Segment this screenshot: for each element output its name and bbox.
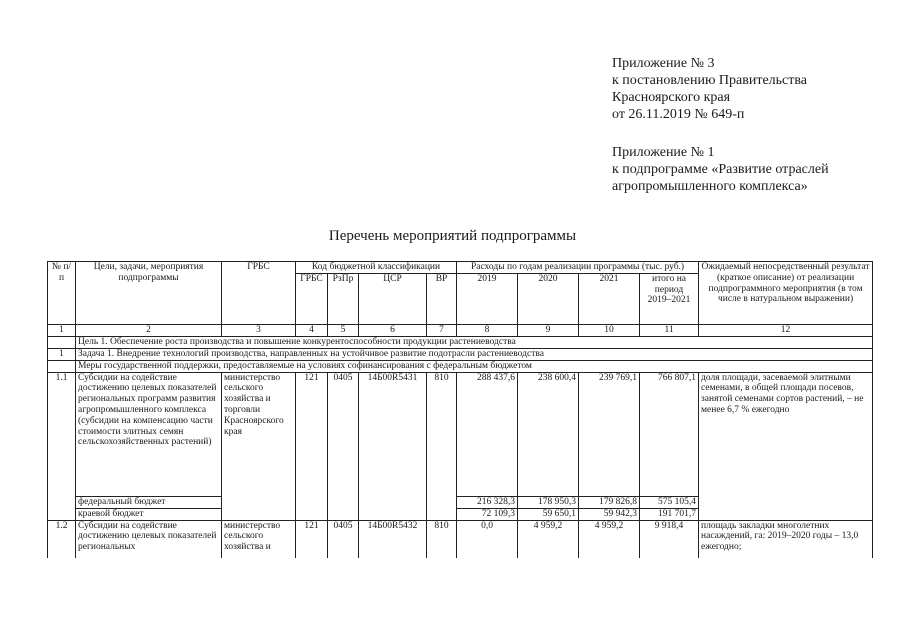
- measures-num-cell: [48, 360, 76, 372]
- appendix-1-line-2: к подпрограмме «Развитие отраслей: [612, 162, 829, 177]
- grbs-code: 121: [296, 520, 328, 558]
- col-number: 1: [48, 324, 76, 336]
- rzpr-code: 0405: [328, 520, 359, 558]
- header-result: Ожидаемый непосредственный результат (краткое описание) от реализации подпрограммного мероприятия (в том числе в натуральном выражении): [699, 262, 873, 325]
- amount-total: 766 807,1: [640, 372, 699, 496]
- header-year-2020: 2020: [518, 273, 579, 324]
- header-expenses: Расходы по годам реализации программы (тыс. руб.): [457, 262, 699, 274]
- measures-text: Меры государственной поддержки, предоставляемые на условиях софинансирования с федеральным бюджетом: [76, 360, 873, 372]
- row-number: 1.1: [48, 372, 76, 520]
- amount-2019: 288 437,6: [457, 372, 518, 496]
- header-vr: ВР: [427, 273, 457, 324]
- measures-table: [47, 261, 873, 558]
- col-number: 8: [457, 324, 518, 336]
- vr-code: 810: [427, 372, 457, 520]
- regional-budget-label: краевой бюджет: [76, 508, 222, 520]
- table-row-1-2: [48, 520, 873, 558]
- col-number: 2: [76, 324, 222, 336]
- regional-2019: 72 109,3: [457, 508, 518, 520]
- col-number: 9: [518, 324, 579, 336]
- vr-code: 810: [427, 520, 457, 558]
- federal-total: 575 105,4: [640, 496, 699, 508]
- federal-budget-label: федеральный бюджет: [76, 496, 222, 508]
- amount-2021: 4 959,2: [579, 520, 640, 558]
- grbs-name: министерство сельского хозяйства и торговли Красноярского края: [222, 372, 296, 520]
- appendix-3-block: [612, 55, 892, 123]
- header-grbs-code: ГРБС: [296, 273, 328, 324]
- federal-2021: 179 826,8: [579, 496, 640, 508]
- goal-row: [48, 336, 873, 348]
- column-numbers-row: [48, 324, 873, 336]
- grbs-code: 121: [296, 372, 328, 520]
- goal-text: Цель 1. Обеспечение роста производства и повышение конкурентоспособности продукции растениеводства: [76, 336, 873, 348]
- appendix-3-line-1: Приложение № 3: [612, 56, 715, 71]
- appendix-1-line-1: Приложение № 1: [612, 145, 715, 160]
- appendix-3-line-3: Красноярского края: [612, 90, 731, 105]
- header-csr: ЦСР: [359, 273, 427, 324]
- appendix-3-line-2: к постановлению Правительства: [612, 73, 808, 88]
- amount-2020: 238 600,4: [518, 372, 579, 496]
- regional-2020: 59 650,1: [518, 508, 579, 520]
- appendix-3-line-4: от 26.11.2019 № 649-п: [612, 107, 745, 122]
- header-total: итого на период 2019–2021: [640, 273, 699, 324]
- col-number: 11: [640, 324, 699, 336]
- measures-row: [48, 360, 873, 372]
- federal-2020: 178 950,3: [518, 496, 579, 508]
- amount-2021: 239 769,1: [579, 372, 640, 496]
- header-num: № п/п: [48, 262, 76, 325]
- col-number: 4: [296, 324, 328, 336]
- expected-result: доля площади, засеваемой элитными семенами, в общей площади посевов, занятой семенами сортов растений, – не менее 6,7 % ежегодно: [699, 372, 873, 520]
- measure-name: Субсидии на содействие достижению целевых показателей региональных: [76, 520, 222, 558]
- regional-2021: 59 942,3: [579, 508, 640, 520]
- task-text: Задача 1. Внедрение технологий производства, направленных на устойчивое развитие подотрасли растениеводства: [76, 348, 873, 360]
- csr-code: 14Б00R5431: [359, 372, 427, 520]
- header-budget-classification: Код бюджетной классификации: [296, 262, 457, 274]
- col-number: 6: [359, 324, 427, 336]
- task-row: [48, 348, 873, 360]
- task-num: 1: [48, 348, 76, 360]
- header-year-2021: 2021: [579, 273, 640, 324]
- header-grbs: ГРБС: [222, 262, 296, 325]
- col-number: 7: [427, 324, 457, 336]
- expected-result: площадь закладки многолетних насаждений, га: 2019–2020 годы – 13,0 ежегодно;: [699, 520, 873, 558]
- regional-total: 191 701,7: [640, 508, 699, 520]
- header-goals: Цели, задачи, мероприятия подпрограммы: [76, 262, 222, 325]
- document-title: Перечень мероприятий подпрограммы: [328, 228, 577, 244]
- row-number: 1.2: [48, 520, 76, 558]
- grbs-name: министерство сельского хозяйства и: [222, 520, 296, 558]
- appendix-1-line-3: агропромышленного комплекса»: [612, 179, 808, 194]
- header-row-1: [48, 262, 873, 274]
- col-number: 5: [328, 324, 359, 336]
- amount-2020: 4 959,2: [518, 520, 579, 558]
- header-rzpr: РзПр: [328, 273, 359, 324]
- col-number: 3: [222, 324, 296, 336]
- col-number: 10: [579, 324, 640, 336]
- goal-num-cell: [48, 336, 76, 348]
- rzpr-code: 0405: [328, 372, 359, 520]
- appendix-1-block: [612, 144, 892, 195]
- col-number: 12: [699, 324, 873, 336]
- amount-total: 9 918,4: [640, 520, 699, 558]
- header-year-2019: 2019: [457, 273, 518, 324]
- amount-2019: 0,0: [457, 520, 518, 558]
- csr-code: 14Б00R5432: [359, 520, 427, 558]
- federal-2019: 216 328,3: [457, 496, 518, 508]
- table-row-1-1: [48, 372, 873, 496]
- measure-name: Субсидии на содействие достижению целевых показателей региональных программ развития агропромышленного комплекса (субсидии на компенсацию части стоимости элитных семян сельскохозяйственных растений): [76, 372, 222, 496]
